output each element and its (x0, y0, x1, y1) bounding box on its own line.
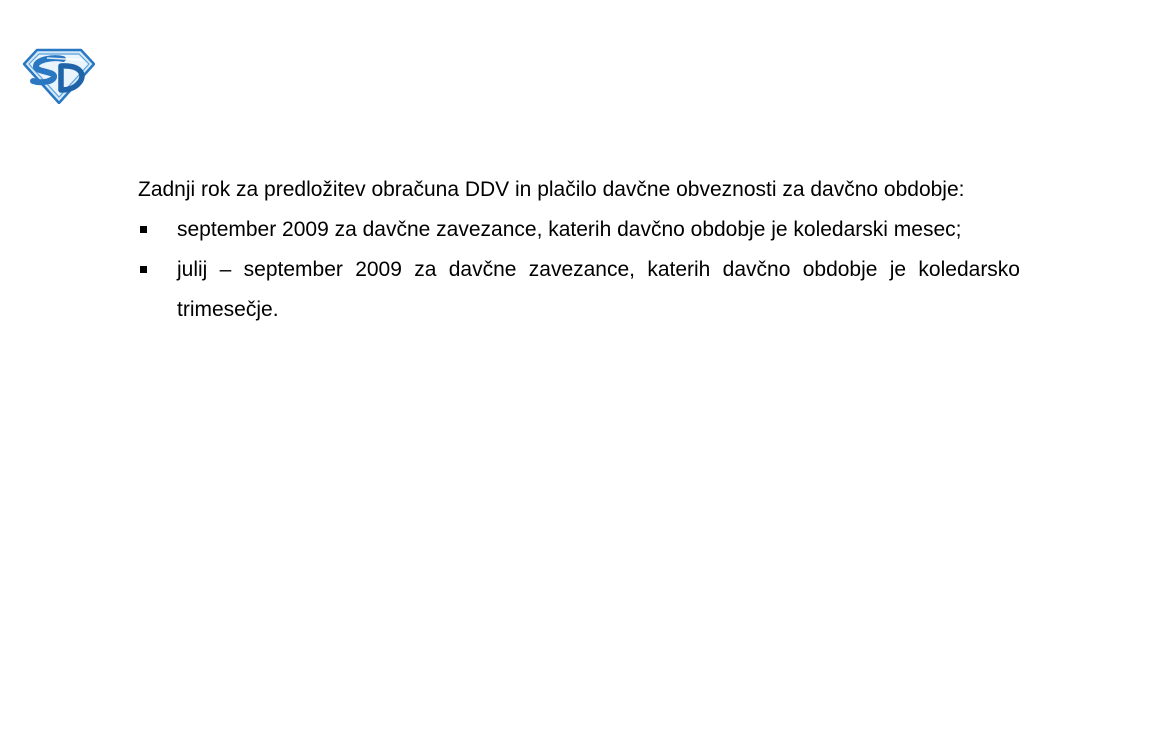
sd-shield-logo-icon (23, 48, 95, 104)
list-item-text: julij – september 2009 za davčne zavezance, katerih davčno obdobje je koledarsko trimesečje. (177, 258, 1020, 321)
document-body (138, 170, 1020, 330)
intro-paragraph: Zadnji rok za predložitev obračuna DDV in plačilo davčne obveznosti za davčno obdobje: (138, 178, 965, 201)
list-item (138, 210, 1020, 250)
square-bullet-icon (140, 266, 147, 273)
list-item-text: september 2009 za davčne zavezance, katerih davčno obdobje je koledarski mesec; (177, 218, 962, 241)
deadline-list (138, 210, 1020, 330)
list-item (138, 250, 1020, 330)
square-bullet-icon (140, 226, 147, 233)
